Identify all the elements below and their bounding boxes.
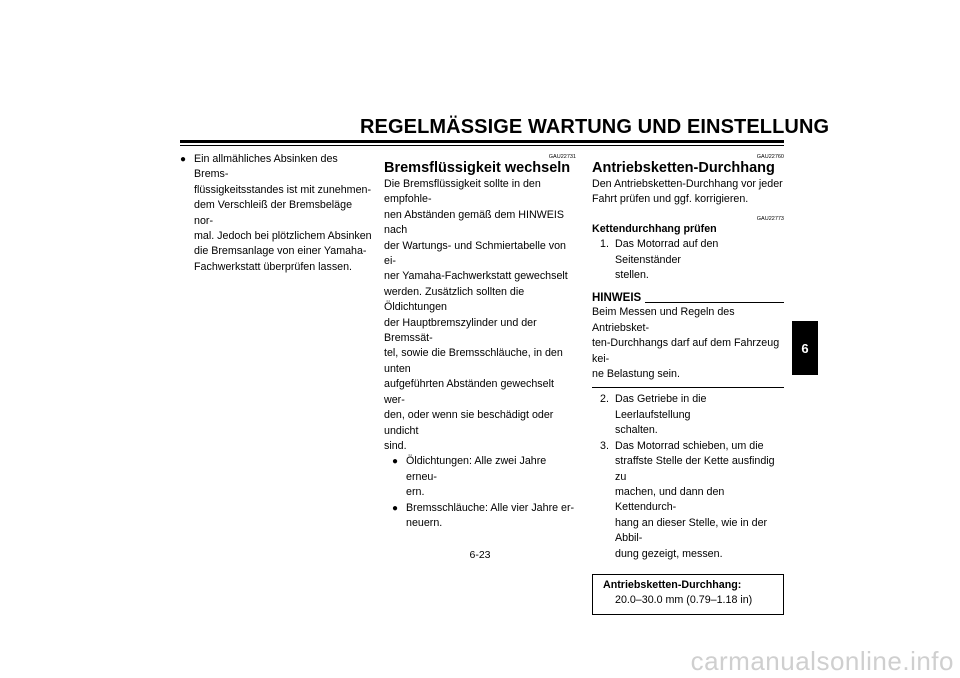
text-line: der Wartungs- und Schmiertabelle von ei-: [384, 239, 566, 268]
text-line: Fahrt prüfen und ggf. korrigieren.: [592, 193, 749, 206]
text-line: Fachwerkstatt überprüfen lassen.: [194, 260, 353, 273]
text-line: ne Belastung sein.: [592, 368, 680, 381]
text-line: dem Verschleiß der Bremsbeläge nor-: [194, 199, 353, 227]
text-line: neuern.: [406, 516, 443, 529]
text-line: werden. Zusätzlich sollten die Öldichtungen: [384, 285, 525, 314]
text-line: Das Motorrad auf den Seitenständer: [615, 238, 719, 266]
column-2: [384, 152, 576, 531]
text-line: ten-Durchhangs darf auf dem Fahrzeug kei-: [592, 337, 780, 365]
section-code: GAU22773: [756, 215, 784, 222]
text-line: Ein allmähliches Absinken des Brems-: [194, 153, 338, 181]
bullet-item: [392, 501, 576, 532]
text-line: stellen.: [615, 269, 649, 282]
section-code: GAU22760: [756, 154, 784, 160]
subheading: Kettendurchhang prüfen: [592, 222, 717, 235]
text-line: aufgeführten Abständen gewechselt wer-: [384, 378, 554, 406]
text-line: Das Motorrad schieben, um die: [615, 439, 764, 452]
step-number: 2.: [600, 393, 609, 406]
list-item: [592, 392, 784, 438]
text-line: machen, und dann den Kettendurch-: [615, 485, 725, 514]
note-label: HINWEIS: [592, 292, 642, 305]
page-title: REGELMÄSSIGE WARTUNG UND EINSTELLUNG: [360, 116, 830, 138]
column-1: [180, 152, 372, 275]
bullet-item: [392, 454, 576, 500]
paragraph: [384, 177, 576, 454]
text-line: flüssigkeitsstandes ist mit zunehmen-: [194, 183, 372, 196]
text-line: sind.: [384, 439, 407, 452]
text-line: der Hauptbremszylinder und der Bremssät-: [384, 316, 537, 345]
bullet-icon: ●: [392, 456, 399, 468]
note-rule: [645, 302, 784, 303]
page-number: 6-23: [469, 549, 491, 561]
text-line: nen Abständen gemäß dem HINWEIS nach: [384, 208, 564, 237]
text-line: hang an dieser Stelle, wie in der Abbil-: [615, 516, 768, 545]
text-line: mal. Jedoch bei plötzlichem Absinken: [194, 230, 372, 243]
text-line: Beim Messen und Regeln des Antriebsket-: [592, 306, 735, 334]
step-number: 1.: [600, 238, 609, 251]
note-text: [592, 305, 784, 382]
text-line: straffste Stelle der Kette ausfindig zu: [615, 455, 775, 483]
spec-value: 20.0–30.0 mm (0.79–1.18 in): [615, 594, 753, 607]
section-title-chain-slack: Antriebsketten-Durchhang: [592, 160, 775, 176]
bullet-icon: ●: [180, 154, 187, 165]
note-header: [592, 292, 784, 305]
list-item: [592, 439, 784, 562]
watermark: carmanualsonline.info: [690, 646, 954, 676]
spec-title: Antriebsketten-Durchhang:: [603, 578, 742, 591]
text-line: Die Bremsflüssigkeit sollte in den empfohle-: [384, 178, 541, 206]
column-3: [592, 152, 784, 615]
section-code: GAU22731: [548, 154, 576, 160]
list-item: [592, 237, 784, 283]
text-line: Den Antriebsketten-Durchhang vor jeder: [592, 178, 783, 190]
text-line: tel, sowie die Bremsschläuche, in den unten: [384, 347, 563, 375]
text-line: dung gezeigt, messen.: [615, 547, 723, 560]
text-line: Öldichtungen: Alle zwei Jahre erneu-: [406, 455, 547, 483]
spec-box: [592, 574, 784, 615]
text-line: Bremsschläuche: Alle vier Jahre er-: [406, 501, 575, 514]
text-line: die Bremsanlage von einer Yamaha-: [194, 245, 367, 258]
header-rule-thin: [180, 145, 784, 146]
text-line: schalten.: [615, 424, 658, 437]
chapter-tab: 6: [792, 321, 818, 375]
bullet-icon: ●: [392, 502, 399, 514]
note-bottom-rule: [592, 387, 784, 388]
text-line: ern.: [406, 486, 425, 499]
section-title-brake-fluid: Bremsflüssigkeit wechseln: [384, 160, 571, 176]
header-rule-thick: [180, 140, 784, 143]
bullet-item: [180, 152, 372, 275]
text-line: Das Getriebe in die Leerlaufstellung: [615, 393, 707, 421]
text-line: ner Yamaha-Fachwerkstatt gewechselt: [384, 270, 568, 283]
step-number: 3.: [600, 439, 609, 452]
paragraph: [592, 177, 784, 208]
text-line: den, oder wenn sie beschädigt oder undicht: [384, 409, 554, 437]
